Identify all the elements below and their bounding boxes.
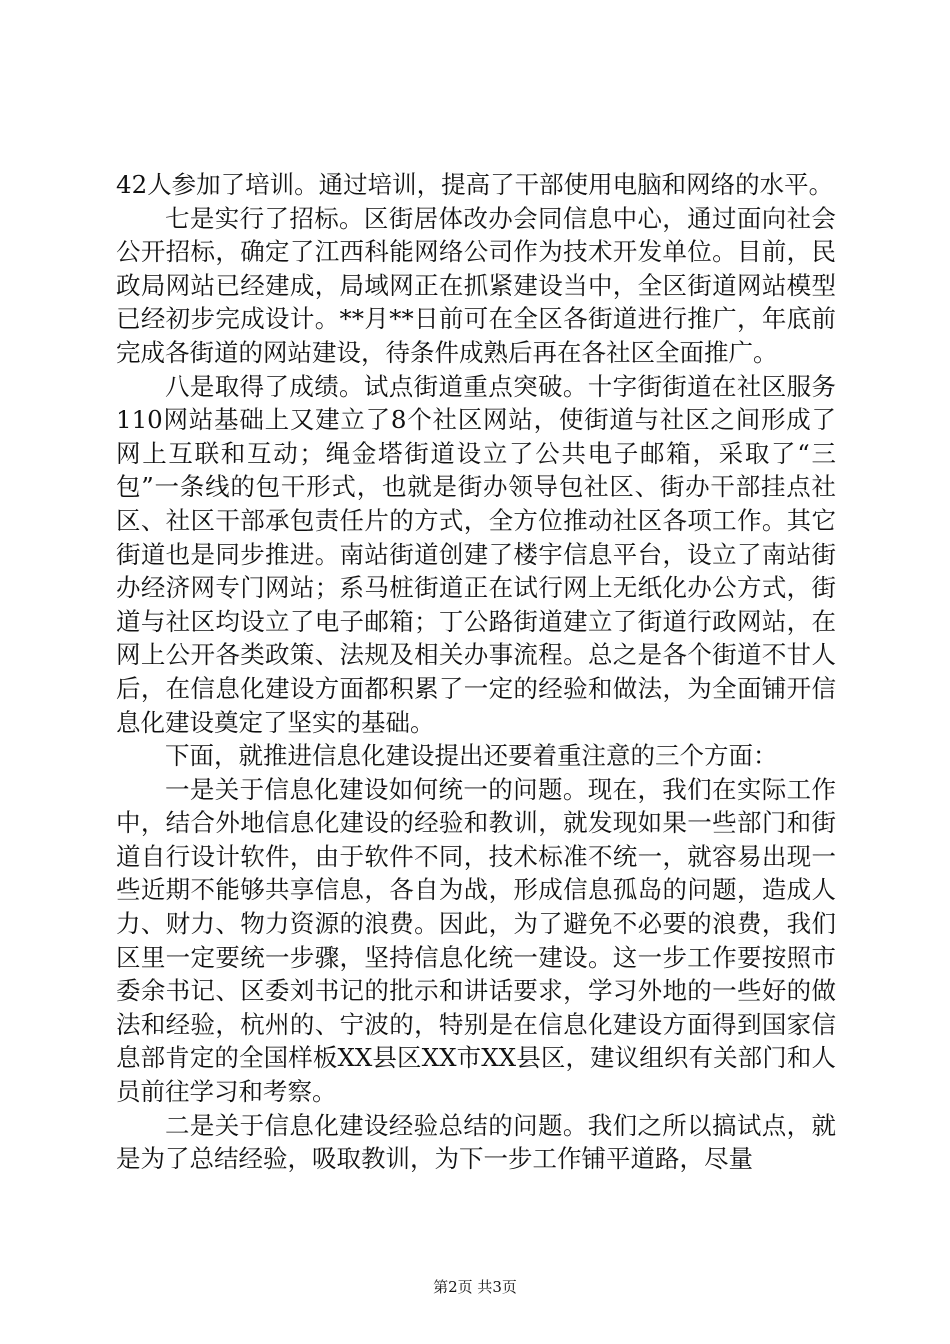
paragraph-bidding: 七是实行了招标。区街居体改办会同信息中心，通过面向社会公开招标，确定了江西科能网络公司作为技术开发单位。目前，民政局网站已经建成，局域网正在抓紧建设当中，全区街道网站模型已经初步完成设计。**月**日前可在全区各街道进行推广，年底前完成各街道的网站建设，待条件成熟后再在各社区全面推广。 [116,203,836,367]
document-body [116,168,836,1176]
paragraph-unification-issue: 一是关于信息化建设如何统一的问题。现在，我们在实际工作中，结合外地信息化建设的经验和教训，就发现如果一些部门和街道自行设计软件，由于软件不同，技术标准不统一，就容易出现一些近期不能够共享信息，各自为战，形成信息孤岛的问题，造成人力、财力、物力资源的浪费。因此，为了避免不必要的浪费，我们区里一定要统一步骤，坚持信息化统一建设。这一步工作要按照市委余书记、区委刘书记的批示和讲话要求，学习外地的一些好的做法和经验，杭州的、宁波的，特别是在信息化建设方面得到国家信息部肯定的全国样板XX县区XX市XX县区，建议组织有关部门和人员前往学习和考察。 [116,774,836,1107]
paragraph-three-aspects-intro: 下面，就推进信息化建设提出还要着重注意的三个方面： [165,741,778,771]
page-number-footer: 第2页 共3页 [433,1278,517,1296]
paragraph-experience-summary: 二是关于信息化建设经验总结的问题。我们之所以搞试点，就是为了总结经验，吸取教训，为下一步工作铺平道路，尽量 [116,1110,836,1174]
paragraph-achievements: 八是取得了成绩。试点街道重点突破。十字街街道在社区服务110网站基础上又建立了8个社区网站，使街道与社区之间形成了网上互联和互动；绳金塔街道设立了公共电子邮箱，采取了“三包”一条线的包干形式，也就是街办领导包社区、街办干部挂点社区、社区干部承包责任片的方式，全方位推动社区各项工作。其它街道也是同步推进。南站街道创建了楼宇信息平台，设立了南站街办经济网专门网站；系马桩街道正在试行网上无纸化办公方式，街道与社区均设立了电子邮箱；丁公路街道建立了街道行政网站，在网上公开各类政策、法规及相关办事流程。总之是各个街道不甘人后，在信息化建设方面都积累了一定的经验和做法，为全面铺开信息化建设奠定了坚实的基础。 [116,371,836,737]
paragraph-training-result: 42人参加了培训。通过培训，提高了干部使用电脑和网络的水平。 [116,170,834,199]
